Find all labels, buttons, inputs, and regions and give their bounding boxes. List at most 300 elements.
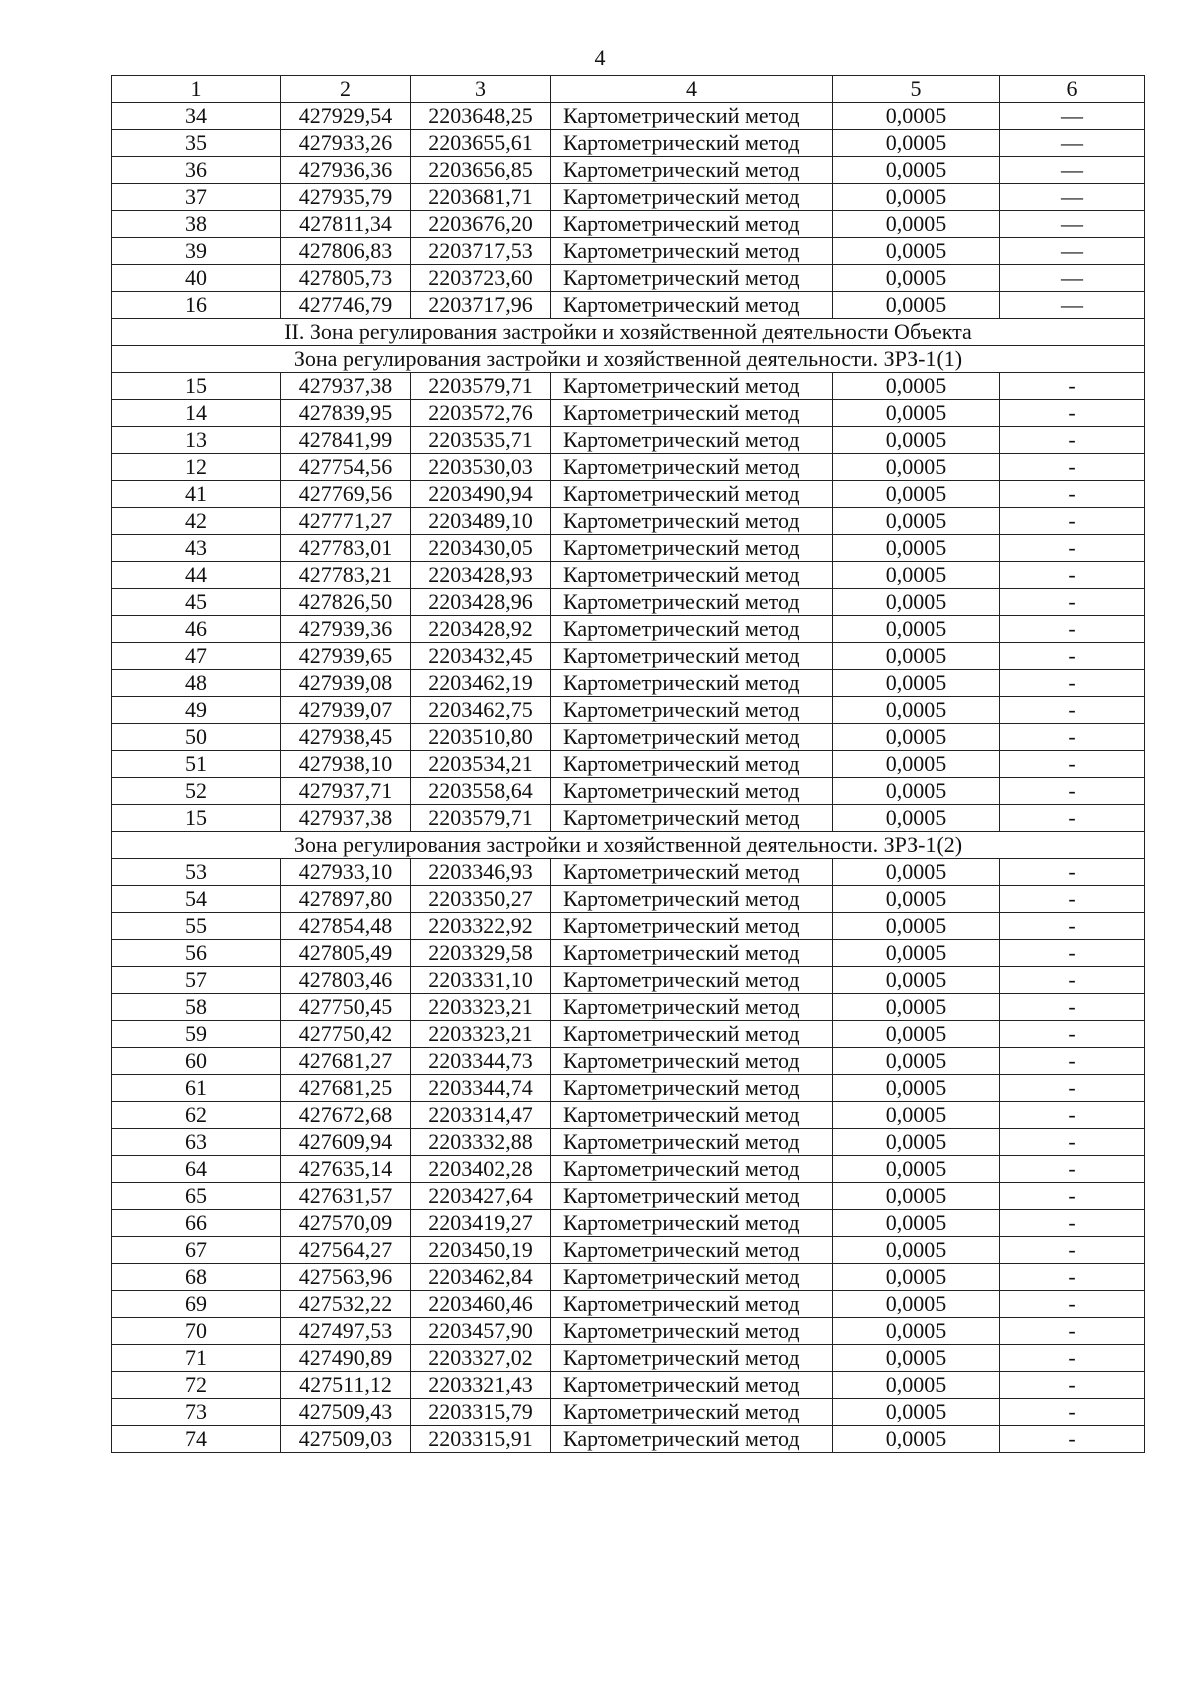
table-row (112, 1156, 1145, 1183)
note-cell: — (1000, 157, 1145, 184)
note-cell: - (1000, 940, 1145, 967)
x-coordinate-cell: 427509,43 (281, 1399, 411, 1426)
x-coordinate-cell: 427564,27 (281, 1237, 411, 1264)
x-coordinate-cell: 427681,25 (281, 1075, 411, 1102)
method-cell: Картометрический метод (551, 103, 833, 130)
x-coordinate-cell: 427609,94 (281, 1129, 411, 1156)
note-cell: - (1000, 1210, 1145, 1237)
table-row (112, 535, 1145, 562)
note-cell: - (1000, 859, 1145, 886)
method-cell: Картометрический метод (551, 1048, 833, 1075)
accuracy-cell: 0,0005 (833, 211, 1000, 238)
section-title: Зона регулирования застройки и хозяйственной деятельности. ЗРЗ-1(2) (112, 832, 1145, 859)
point-number-cell: 39 (112, 238, 281, 265)
column-number: 6 (1000, 76, 1145, 103)
point-number-cell: 57 (112, 967, 281, 994)
y-coordinate-cell: 2203322,92 (411, 913, 551, 940)
point-number-cell: 43 (112, 535, 281, 562)
point-number-cell: 70 (112, 1318, 281, 1345)
accuracy-cell: 0,0005 (833, 1102, 1000, 1129)
x-coordinate-cell: 427937,38 (281, 805, 411, 832)
accuracy-cell: 0,0005 (833, 1156, 1000, 1183)
y-coordinate-cell: 2203428,92 (411, 616, 551, 643)
note-cell: - (1000, 1264, 1145, 1291)
point-number-cell: 41 (112, 481, 281, 508)
accuracy-cell: 0,0005 (833, 508, 1000, 535)
table-row (112, 508, 1145, 535)
table-row (112, 697, 1145, 724)
accuracy-cell: 0,0005 (833, 670, 1000, 697)
accuracy-cell: 0,0005 (833, 994, 1000, 1021)
table-row (112, 211, 1145, 238)
table-row (112, 589, 1145, 616)
method-cell: Картометрический метод (551, 616, 833, 643)
method-cell: Картометрический метод (551, 130, 833, 157)
note-cell: - (1000, 1291, 1145, 1318)
point-number-cell: 15 (112, 805, 281, 832)
x-coordinate-cell: 427806,83 (281, 238, 411, 265)
point-number-cell: 66 (112, 1210, 281, 1237)
note-cell: - (1000, 778, 1145, 805)
accuracy-cell: 0,0005 (833, 1048, 1000, 1075)
accuracy-cell: 0,0005 (833, 1021, 1000, 1048)
table-row (112, 1291, 1145, 1318)
accuracy-cell: 0,0005 (833, 130, 1000, 157)
method-cell: Картометрический метод (551, 1075, 833, 1102)
note-cell: - (1000, 1129, 1145, 1156)
method-cell: Картометрический метод (551, 535, 833, 562)
point-number-cell: 35 (112, 130, 281, 157)
x-coordinate-cell: 427490,89 (281, 1345, 411, 1372)
point-number-cell: 16 (112, 292, 281, 319)
accuracy-cell: 0,0005 (833, 1372, 1000, 1399)
table-row (112, 427, 1145, 454)
x-coordinate-cell: 427511,12 (281, 1372, 411, 1399)
table-row (112, 1318, 1145, 1345)
x-coordinate-cell: 427933,26 (281, 130, 411, 157)
y-coordinate-cell: 2203314,47 (411, 1102, 551, 1129)
y-coordinate-cell: 2203315,79 (411, 1399, 551, 1426)
method-cell: Картометрический метод (551, 994, 833, 1021)
y-coordinate-cell: 2203402,28 (411, 1156, 551, 1183)
point-number-cell: 12 (112, 454, 281, 481)
table-row (112, 130, 1145, 157)
note-cell: - (1000, 1075, 1145, 1102)
section-title: Зона регулирования застройки и хозяйственной деятельности. ЗРЗ-1(1) (112, 346, 1145, 373)
x-coordinate-cell: 427937,38 (281, 373, 411, 400)
note-cell: - (1000, 1156, 1145, 1183)
note-cell: - (1000, 616, 1145, 643)
y-coordinate-cell: 2203323,21 (411, 1021, 551, 1048)
method-cell: Картометрический метод (551, 1426, 833, 1453)
column-number: 2 (281, 76, 411, 103)
x-coordinate-cell: 427769,56 (281, 481, 411, 508)
method-cell: Картометрический метод (551, 508, 833, 535)
accuracy-cell: 0,0005 (833, 238, 1000, 265)
accuracy-cell: 0,0005 (833, 1183, 1000, 1210)
point-number-cell: 53 (112, 859, 281, 886)
note-cell: — (1000, 265, 1145, 292)
x-coordinate-cell: 427897,80 (281, 886, 411, 913)
note-cell: — (1000, 292, 1145, 319)
method-cell: Картометрический метод (551, 805, 833, 832)
accuracy-cell: 0,0005 (833, 859, 1000, 886)
point-number-cell: 61 (112, 1075, 281, 1102)
column-number: 1 (112, 76, 281, 103)
table-row (112, 157, 1145, 184)
note-cell: - (1000, 454, 1145, 481)
accuracy-cell: 0,0005 (833, 1345, 1000, 1372)
accuracy-cell: 0,0005 (833, 697, 1000, 724)
method-cell: Картометрический метод (551, 967, 833, 994)
point-number-cell: 48 (112, 670, 281, 697)
method-cell: Картометрический метод (551, 670, 833, 697)
table-row (112, 481, 1145, 508)
table-row (112, 1075, 1145, 1102)
section-title-row (112, 319, 1145, 346)
x-coordinate-cell: 427750,42 (281, 1021, 411, 1048)
y-coordinate-cell: 2203419,27 (411, 1210, 551, 1237)
point-number-cell: 59 (112, 1021, 281, 1048)
point-number-cell: 37 (112, 184, 281, 211)
table-row (112, 643, 1145, 670)
method-cell: Картометрический метод (551, 886, 833, 913)
accuracy-cell: 0,0005 (833, 1318, 1000, 1345)
column-number-row (112, 76, 1145, 103)
accuracy-cell: 0,0005 (833, 184, 1000, 211)
y-coordinate-cell: 2203321,43 (411, 1372, 551, 1399)
point-number-cell: 54 (112, 886, 281, 913)
point-number-cell: 62 (112, 1102, 281, 1129)
method-cell: Картометрический метод (551, 184, 833, 211)
x-coordinate-cell: 427938,45 (281, 724, 411, 751)
y-coordinate-cell: 2203344,73 (411, 1048, 551, 1075)
method-cell: Картометрический метод (551, 859, 833, 886)
method-cell: Картометрический метод (551, 1318, 833, 1345)
x-coordinate-cell: 427939,07 (281, 697, 411, 724)
x-coordinate-cell: 427938,10 (281, 751, 411, 778)
y-coordinate-cell: 2203530,03 (411, 454, 551, 481)
method-cell: Картометрический метод (551, 265, 833, 292)
table-row (112, 1129, 1145, 1156)
point-number-cell: 46 (112, 616, 281, 643)
method-cell: Картометрический метод (551, 1264, 833, 1291)
method-cell: Картометрический метод (551, 589, 833, 616)
y-coordinate-cell: 2203648,25 (411, 103, 551, 130)
x-coordinate-cell: 427839,95 (281, 400, 411, 427)
note-cell: - (1000, 724, 1145, 751)
note-cell: - (1000, 1048, 1145, 1075)
x-coordinate-cell: 427939,08 (281, 670, 411, 697)
note-cell: — (1000, 103, 1145, 130)
accuracy-cell: 0,0005 (833, 1264, 1000, 1291)
page-number: 4 (594, 45, 606, 70)
accuracy-cell: 0,0005 (833, 616, 1000, 643)
x-coordinate-cell: 427497,53 (281, 1318, 411, 1345)
x-coordinate-cell: 427929,54 (281, 103, 411, 130)
table-row (112, 1210, 1145, 1237)
table-row (112, 454, 1145, 481)
y-coordinate-cell: 2203450,19 (411, 1237, 551, 1264)
table-row (112, 1264, 1145, 1291)
table-row (112, 751, 1145, 778)
table-row (112, 1021, 1145, 1048)
y-coordinate-cell: 2203327,02 (411, 1345, 551, 1372)
accuracy-cell: 0,0005 (833, 589, 1000, 616)
point-number-cell: 34 (112, 103, 281, 130)
point-number-cell: 67 (112, 1237, 281, 1264)
note-cell: - (1000, 400, 1145, 427)
method-cell: Картометрический метод (551, 454, 833, 481)
y-coordinate-cell: 2203350,27 (411, 886, 551, 913)
table-row (112, 400, 1145, 427)
note-cell: - (1000, 967, 1145, 994)
table-row (112, 292, 1145, 319)
y-coordinate-cell: 2203457,90 (411, 1318, 551, 1345)
method-cell: Картометрический метод (551, 1345, 833, 1372)
y-coordinate-cell: 2203572,76 (411, 400, 551, 427)
y-coordinate-cell: 2203428,93 (411, 562, 551, 589)
note-cell: - (1000, 1183, 1145, 1210)
note-cell: - (1000, 481, 1145, 508)
y-coordinate-cell: 2203656,85 (411, 157, 551, 184)
point-number-cell: 55 (112, 913, 281, 940)
point-number-cell: 72 (112, 1372, 281, 1399)
section-title: II. Зона регулирования застройки и хозяйственной деятельности Объекта (112, 319, 1145, 346)
table-row (112, 562, 1145, 589)
accuracy-cell: 0,0005 (833, 1399, 1000, 1426)
y-coordinate-cell: 2203315,91 (411, 1426, 551, 1453)
method-cell: Картометрический метод (551, 1291, 833, 1318)
accuracy-cell: 0,0005 (833, 481, 1000, 508)
y-coordinate-cell: 2203427,64 (411, 1183, 551, 1210)
x-coordinate-cell: 427854,48 (281, 913, 411, 940)
point-number-cell: 38 (112, 211, 281, 238)
accuracy-cell: 0,0005 (833, 1210, 1000, 1237)
x-coordinate-cell: 427783,21 (281, 562, 411, 589)
note-cell: - (1000, 1399, 1145, 1426)
table-row (112, 913, 1145, 940)
method-cell: Картометрический метод (551, 1183, 833, 1210)
note-cell: — (1000, 211, 1145, 238)
y-coordinate-cell: 2203723,60 (411, 265, 551, 292)
table-row (112, 1237, 1145, 1264)
y-coordinate-cell: 2203579,71 (411, 373, 551, 400)
method-cell: Картометрический метод (551, 481, 833, 508)
x-coordinate-cell: 427635,14 (281, 1156, 411, 1183)
note-cell: - (1000, 1426, 1145, 1453)
accuracy-cell: 0,0005 (833, 400, 1000, 427)
method-cell: Картометрический метод (551, 913, 833, 940)
point-number-cell: 50 (112, 724, 281, 751)
point-number-cell: 47 (112, 643, 281, 670)
accuracy-cell: 0,0005 (833, 103, 1000, 130)
note-cell: - (1000, 562, 1145, 589)
note-cell: - (1000, 1237, 1145, 1264)
y-coordinate-cell: 2203676,20 (411, 211, 551, 238)
accuracy-cell: 0,0005 (833, 157, 1000, 184)
x-coordinate-cell: 427754,56 (281, 454, 411, 481)
method-cell: Картометрический метод (551, 1372, 833, 1399)
x-coordinate-cell: 427672,68 (281, 1102, 411, 1129)
accuracy-cell: 0,0005 (833, 373, 1000, 400)
coordinates-table-body (112, 76, 1145, 1453)
point-number-cell: 40 (112, 265, 281, 292)
x-coordinate-cell: 427805,73 (281, 265, 411, 292)
section-title-row (112, 346, 1145, 373)
table-row (112, 1399, 1145, 1426)
y-coordinate-cell: 2203681,71 (411, 184, 551, 211)
y-coordinate-cell: 2203346,93 (411, 859, 551, 886)
note-cell: — (1000, 238, 1145, 265)
x-coordinate-cell: 427750,45 (281, 994, 411, 1021)
table-row (112, 1183, 1145, 1210)
method-cell: Картометрический метод (551, 778, 833, 805)
table-row (112, 805, 1145, 832)
note-cell: - (1000, 508, 1145, 535)
column-number: 3 (411, 76, 551, 103)
table-row (112, 616, 1145, 643)
y-coordinate-cell: 2203428,96 (411, 589, 551, 616)
accuracy-cell: 0,0005 (833, 1075, 1000, 1102)
method-cell: Картометрический метод (551, 292, 833, 319)
method-cell: Картометрический метод (551, 400, 833, 427)
method-cell: Картометрический метод (551, 1021, 833, 1048)
method-cell: Картометрический метод (551, 940, 833, 967)
y-coordinate-cell: 2203489,10 (411, 508, 551, 535)
table-row (112, 1426, 1145, 1453)
method-cell: Картометрический метод (551, 211, 833, 238)
method-cell: Картометрический метод (551, 427, 833, 454)
y-coordinate-cell: 2203332,88 (411, 1129, 551, 1156)
accuracy-cell: 0,0005 (833, 535, 1000, 562)
x-coordinate-cell: 427939,36 (281, 616, 411, 643)
note-cell: - (1000, 886, 1145, 913)
point-number-cell: 74 (112, 1426, 281, 1453)
method-cell: Картометрический метод (551, 238, 833, 265)
x-coordinate-cell: 427746,79 (281, 292, 411, 319)
accuracy-cell: 0,0005 (833, 427, 1000, 454)
y-coordinate-cell: 2203331,10 (411, 967, 551, 994)
table-row (112, 778, 1145, 805)
point-number-cell: 15 (112, 373, 281, 400)
method-cell: Картометрический метод (551, 1210, 833, 1237)
accuracy-cell: 0,0005 (833, 292, 1000, 319)
y-coordinate-cell: 2203490,94 (411, 481, 551, 508)
accuracy-cell: 0,0005 (833, 913, 1000, 940)
x-coordinate-cell: 427803,46 (281, 967, 411, 994)
y-coordinate-cell: 2203462,19 (411, 670, 551, 697)
point-number-cell: 68 (112, 1264, 281, 1291)
note-cell: - (1000, 751, 1145, 778)
method-cell: Картометрический метод (551, 724, 833, 751)
table-row (112, 967, 1145, 994)
y-coordinate-cell: 2203558,64 (411, 778, 551, 805)
y-coordinate-cell: 2203460,46 (411, 1291, 551, 1318)
table-row (112, 1372, 1145, 1399)
point-number-cell: 45 (112, 589, 281, 616)
note-cell: - (1000, 1021, 1145, 1048)
method-cell: Картометрический метод (551, 751, 833, 778)
x-coordinate-cell: 427937,71 (281, 778, 411, 805)
x-coordinate-cell: 427509,03 (281, 1426, 411, 1453)
x-coordinate-cell: 427936,36 (281, 157, 411, 184)
table-row (112, 859, 1145, 886)
table-row (112, 940, 1145, 967)
accuracy-cell: 0,0005 (833, 1291, 1000, 1318)
x-coordinate-cell: 427841,99 (281, 427, 411, 454)
point-number-cell: 42 (112, 508, 281, 535)
accuracy-cell: 0,0005 (833, 1129, 1000, 1156)
x-coordinate-cell: 427805,49 (281, 940, 411, 967)
point-number-cell: 56 (112, 940, 281, 967)
x-coordinate-cell: 427631,57 (281, 1183, 411, 1210)
method-cell: Картометрический метод (551, 697, 833, 724)
x-coordinate-cell: 427783,01 (281, 535, 411, 562)
accuracy-cell: 0,0005 (833, 1237, 1000, 1264)
table-row (112, 238, 1145, 265)
accuracy-cell: 0,0005 (833, 724, 1000, 751)
y-coordinate-cell: 2203655,61 (411, 130, 551, 157)
point-number-cell: 64 (112, 1156, 281, 1183)
point-number-cell: 44 (112, 562, 281, 589)
accuracy-cell: 0,0005 (833, 967, 1000, 994)
section-title-row (112, 832, 1145, 859)
column-number: 4 (551, 76, 833, 103)
note-cell: - (1000, 913, 1145, 940)
note-cell: - (1000, 589, 1145, 616)
x-coordinate-cell: 427811,34 (281, 211, 411, 238)
y-coordinate-cell: 2203717,53 (411, 238, 551, 265)
y-coordinate-cell: 2203432,45 (411, 643, 551, 670)
note-cell: - (1000, 427, 1145, 454)
note-cell: - (1000, 1372, 1145, 1399)
point-number-cell: 36 (112, 157, 281, 184)
accuracy-cell: 0,0005 (833, 940, 1000, 967)
note-cell: - (1000, 373, 1145, 400)
table-row (112, 994, 1145, 1021)
y-coordinate-cell: 2203534,21 (411, 751, 551, 778)
note-cell: - (1000, 1345, 1145, 1372)
note-cell: - (1000, 643, 1145, 670)
accuracy-cell: 0,0005 (833, 751, 1000, 778)
accuracy-cell: 0,0005 (833, 778, 1000, 805)
y-coordinate-cell: 2203462,84 (411, 1264, 551, 1291)
x-coordinate-cell: 427771,27 (281, 508, 411, 535)
note-cell: - (1000, 994, 1145, 1021)
table-row (112, 103, 1145, 130)
method-cell: Картометрический метод (551, 1129, 833, 1156)
x-coordinate-cell: 427933,10 (281, 859, 411, 886)
note-cell: - (1000, 805, 1145, 832)
point-number-cell: 63 (112, 1129, 281, 1156)
point-number-cell: 52 (112, 778, 281, 805)
accuracy-cell: 0,0005 (833, 1426, 1000, 1453)
accuracy-cell: 0,0005 (833, 643, 1000, 670)
method-cell: Картометрический метод (551, 1156, 833, 1183)
y-coordinate-cell: 2203344,74 (411, 1075, 551, 1102)
table-row (112, 265, 1145, 292)
point-number-cell: 60 (112, 1048, 281, 1075)
column-number: 5 (833, 76, 1000, 103)
note-cell: — (1000, 184, 1145, 211)
x-coordinate-cell: 427935,79 (281, 184, 411, 211)
point-number-cell: 58 (112, 994, 281, 1021)
note-cell: - (1000, 697, 1145, 724)
table-row (112, 1048, 1145, 1075)
accuracy-cell: 0,0005 (833, 805, 1000, 832)
table-row (112, 670, 1145, 697)
